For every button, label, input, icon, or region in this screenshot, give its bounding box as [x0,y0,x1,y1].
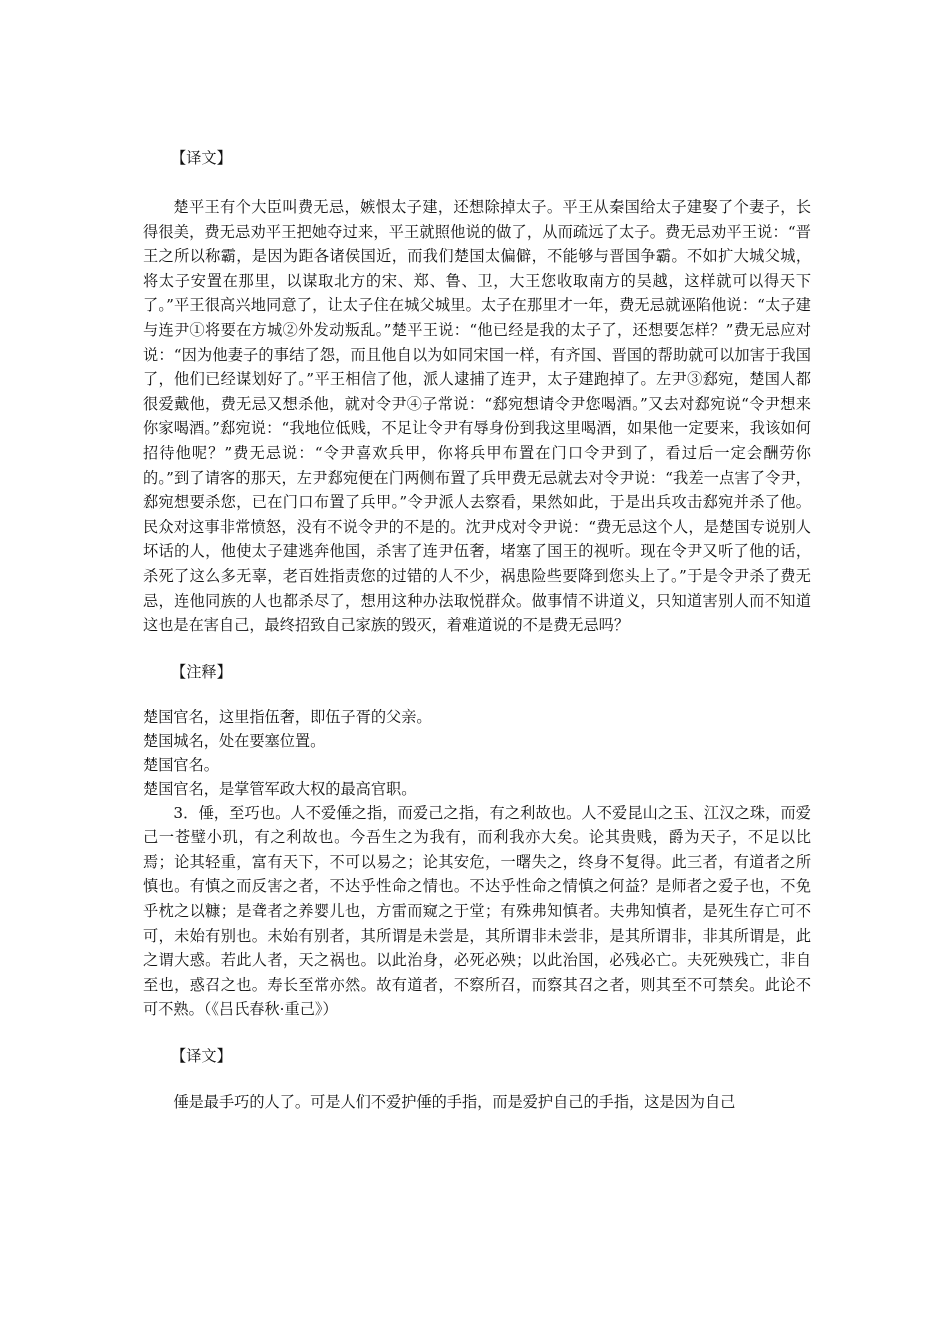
note-item: 楚国官名。 [143,755,219,774]
translation-heading: 【译文】 [171,149,232,167]
translation-paragraph: 楚平王有个大臣叫费无忌，嫉恨太子建，还想除掉太子。平王从秦国给太子建娶了个妻子，长得很美，费无忌劝平王把她夺过来，平王就照他说的做了，从而疏远了太子。费无忌劝平王说：“晋王之所以称霸，是因为距各诸侯国近，而我们楚国太偏僻，不能够与晋国争霸。不如扩大城父城，将太子安置在那里，以谋取北方的宋、郑、鲁、卫，大王您收取南方的吴越，这样就可以得天下了。”平王很高兴地同意了，让太子住在城父城里。太子在那里才一年，费无忌就诬陷他说：“太子建与连尹①将要在方城②外发动叛乱。”楚平王说：“他已经是我的太子了，还想要怎样？”费无忌应对说：“因为他妻子的事结了怨，而且他自以为如同宋国一样，有齐国、晋国的帮助就可以加害于我国了，他们已经谋划好了。”平王相信了他，派人逮捕了连尹，太子建跑掉了。左尹③郄宛，楚国人都很爱戴他，费无忌又想杀他，就对令尹④子常说：“郄宛想请令尹您喝酒。”又去对郄宛说“令尹想来你家喝酒。”郄宛说：“我地位低贱，不足让令尹有辱身份到我这里喝酒，如果他一定要来，我该如何招待他呢？”费无忌说：“令尹喜欢兵甲，你将兵甲布置在门口令尹到了，看过后一定会酬劳你的。”到了请客的那天，左尹郄宛便在门两侧布置了兵甲费无忌就去对令尹说：“我差一点害了令尹，郄宛想要杀您，已在门口布置了兵甲。”令尹派人去察看，果然如此，于是出兵攻击郄宛并杀了他。民众对这事非常愤怒，没有不说令尹的不是的。沈尹戍对令尹说：“费无忌这个人，是楚国专说别人坏话的人，他使太子建逃奔他国，杀害了连尹伍奢，堵塞了国王的视听。现在令尹又听了他的话，杀死了这么多无辜，老百姓指责您的过错的人不少，祸患险些要降到您头上了。”于是令尹杀了费无忌，连他同族的人也都杀尽了，想用这种办法取悦群众。做事情不讲道义，只知道害别人而不知道这也是在害自己，最终招致自己家族的毁灭，着难道说的不是费无忌吗？ [143,198,811,635]
note-item: 楚国城名，处在要塞位置。 [143,731,326,750]
translation-heading-2: 【译文】 [171,1047,232,1066]
translation-paragraph-2: 倕是最手巧的人了。可是人们不爱护倕的手指，而是爱护自己的手指，这是因为自己 [173,1093,736,1112]
document-page [143,146,811,1115]
original-text-paragraph: 3．倕，至巧也。人不爱倕之指，而爱己之指，有之利故也。人不爱昆山之玉、江汉之珠，而爱己一苍璧小玑，有之利故也。今吾生之为我有，而利我亦大矣。论其贵贱，爵为天子，不足以比焉；论其轻重，富有天下，不可以易之；论其安危，一曙失之，终身不复得。此三者，有道者之所慎也。有慎之而反害之者，不达乎性命之情也。不达乎性命之情慎之何益？是师者之爱子也，不免乎枕之以糠；是聋者之养婴儿也，方雷而窥之于堂；有殊弗知慎者。夫弗知慎者，是死生存亡可不可，未始有别也。未始有别者，其所谓是未尝是，其所谓非未尝非，是其所谓非，非其所谓是，此之谓大惑。若此人者，天之祸也。以此治身，必死必殃；以此治国，必残必亡。夫死殃残亡，非自至也，惑召之也。寿长至常亦然。故有道者，不察所召，而察其召之者，则其至不可禁矣。此论不可不熟。（《吕氏春秋·重己》） [143,803,811,1019]
notes-heading: 【注释】 [171,662,232,681]
note-item: 楚国官名，是掌管军政大权的最高官职。 [143,779,417,798]
note-item: 楚国官名，这里指伍奢，即伍子胥的父亲。 [143,707,432,726]
